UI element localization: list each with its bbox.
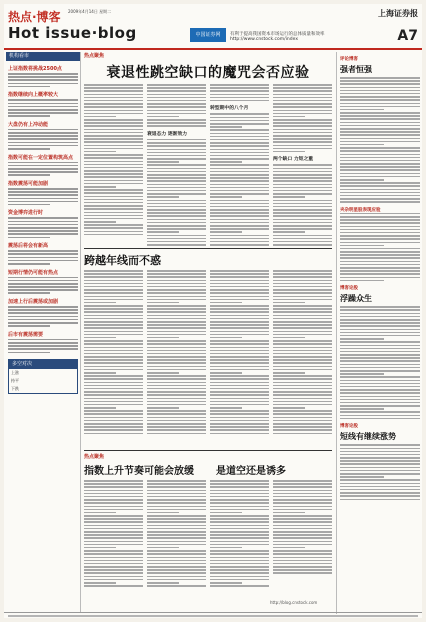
second-headline: 跨越年线而不惑 — [84, 254, 161, 267]
right-tag: 评论博客 — [340, 57, 358, 62]
sidebar-news-item[interactable] — [8, 242, 78, 264]
right-article-text — [340, 306, 420, 419]
article-column — [273, 270, 332, 436]
right-article-text — [340, 77, 420, 203]
article-column — [84, 84, 143, 247]
sidebar-news-item[interactable] — [8, 298, 78, 327]
newspaper-page — [4, 4, 422, 618]
right-article-text — [340, 213, 420, 281]
quote-header: 多空对决 — [9, 360, 77, 369]
ad-banner[interactable] — [190, 26, 390, 46]
lead-article-body — [84, 84, 332, 247]
page-code: A7 — [397, 28, 418, 44]
right-headline: 强者恒强 — [340, 65, 372, 74]
sidebar-news-item[interactable] — [8, 331, 78, 353]
article-subheading: 衰退态力 逐渐效力 — [147, 131, 188, 137]
sidebar-news-title: 加速上行后震荡或加剧 — [8, 299, 59, 306]
bottom-articles — [84, 480, 332, 588]
quote-row: 下跌 — [11, 386, 19, 392]
right-tag: 博客论股 — [340, 286, 358, 292]
headline-right: 是道空还是诱多 — [216, 466, 286, 477]
right-tag: 博客论股 — [340, 424, 358, 430]
paper-name: 上海证券报 — [378, 8, 418, 18]
sidebar-news-title: 资金博弈进行时 — [8, 210, 44, 217]
article-column — [210, 270, 269, 436]
divider — [84, 450, 332, 451]
right-headline: 短线有继续涨势 — [340, 432, 396, 442]
sidebar-header: 机构看市 — [6, 52, 80, 61]
article-subheading: 转型期中的八个月 — [210, 106, 249, 112]
right-headline: 浮躁众生 — [340, 294, 372, 304]
quote-row: 上涨 — [11, 370, 19, 376]
right-subhead: 夹杂明星股表现应验 — [340, 207, 381, 213]
sidebar-news-title: 短期行情仍可能有热点 — [8, 269, 59, 276]
quote-row: 持平 — [11, 378, 19, 384]
sidebar-news-item[interactable] — [8, 269, 78, 295]
divider — [84, 248, 332, 249]
second-article-body — [84, 270, 332, 436]
section-title: 热点·博客 — [8, 10, 61, 24]
sidebar — [6, 52, 81, 612]
banner-text: 有利于提高我国资本市场运行的总体质量和效率 http://www.cnstock.com/index — [230, 32, 325, 42]
section-tag: 热点聚焦 — [84, 454, 105, 460]
right-column — [336, 52, 420, 614]
article-column — [210, 480, 269, 588]
main-column — [84, 52, 332, 614]
banner-logo: 中国证券网 — [190, 28, 226, 42]
article-subheading: 两个缺口 力矩之重 — [273, 157, 314, 163]
lead-headline: 衰退性跳空缺口的魔咒会否应验 — [106, 65, 310, 81]
masthead — [4, 4, 422, 50]
article-column — [273, 480, 332, 588]
sidebar-news-item[interactable] — [8, 209, 78, 238]
article-column — [84, 270, 143, 436]
article-column — [273, 84, 332, 247]
headline-left: 指数上升节奏可能会放缓 — [84, 466, 194, 477]
sidebar-news-item[interactable] — [8, 154, 78, 176]
sidebar-news-title: 上证指数将挑战2500点 — [8, 66, 62, 72]
issue-meta: 2009年4月14日 星期二 — [68, 9, 112, 14]
sidebar-news-title: 指数可能在一定位置构筑高点 — [8, 154, 74, 161]
article-column — [147, 84, 206, 247]
sidebar-news-item[interactable] — [8, 91, 78, 117]
sidebar-news-item[interactable] — [8, 180, 78, 206]
blog-url[interactable]: http://blog.cnstock.com — [270, 600, 318, 605]
sidebar-items — [6, 65, 80, 353]
sidebar-news-item[interactable] — [8, 65, 78, 87]
right-article-text — [340, 444, 420, 500]
sidebar-news-title: 指数震荡可能加剧 — [8, 180, 49, 187]
sidebar-news-title: 后市有震荡需要 — [8, 331, 44, 338]
sidebar-news-title: 大盘仍有上冲动能 — [8, 121, 49, 128]
quote-box — [8, 359, 78, 394]
article-column — [210, 84, 269, 247]
article-column — [147, 480, 206, 588]
quote-rows — [9, 369, 77, 393]
sidebar-news-title: 震荡后将会有新高 — [8, 243, 49, 250]
section-tag: 热点聚焦 — [84, 53, 105, 59]
sidebar-news-title: 指数继续向上概率较大 — [8, 92, 59, 99]
sidebar-news-item[interactable] — [8, 121, 78, 150]
section-title-en: Hot issue·blog — [8, 24, 137, 42]
article-column — [147, 270, 206, 436]
footer — [4, 612, 422, 619]
article-column — [84, 480, 143, 588]
